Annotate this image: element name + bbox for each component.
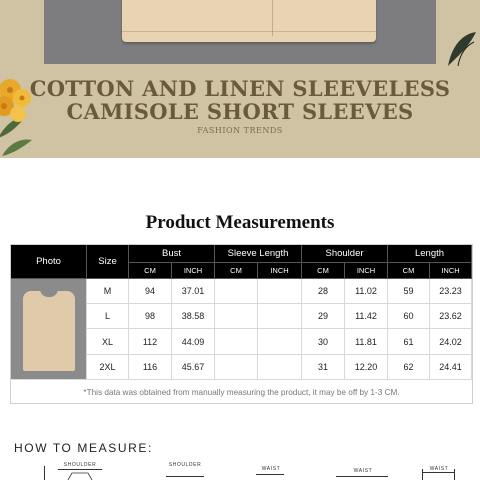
shoulder-cm-cell: 28: [302, 279, 345, 304]
measure-tick: [422, 469, 423, 480]
shoulder-cm-cell: 31: [302, 355, 345, 380]
sleeve-inch-cell: [258, 355, 302, 380]
measure-label-waist: WAIST: [261, 466, 281, 472]
shoulder-cm-cell: 29: [302, 304, 345, 329]
measure-tick: [44, 466, 45, 480]
size-table: [10, 244, 473, 404]
shoulder-cm-cell: 30: [302, 329, 345, 355]
banner-title-line2: CAMISOLE SHORT SLEEVES: [66, 99, 414, 124]
measure-label-shoulder: SHOULDER: [168, 462, 202, 468]
measure-label-shoulder: SHOULDER: [63, 462, 97, 468]
bust-cm-cell: 98: [129, 304, 172, 329]
size-cell: L: [87, 304, 129, 329]
header-photo: Photo: [11, 245, 87, 279]
measure-line: [256, 474, 284, 475]
length-inch-cell: 24.41: [430, 355, 472, 380]
sleeve-cm-cell: [215, 329, 258, 355]
bust-inch-cell: 37.01: [172, 279, 215, 304]
length-inch-cell: 23.23: [430, 279, 472, 304]
sleeve-inch-cell: [258, 279, 302, 304]
bust-inch-cell: 44.09: [172, 329, 215, 355]
header-sleeve-length: Sleeve Length: [215, 245, 302, 263]
measure-line: [336, 476, 388, 477]
product-photo: [11, 279, 87, 380]
shoulder-inch-cell: 11.42: [345, 304, 388, 329]
garment-outline-icon: [66, 471, 94, 480]
bust-cm-cell: 116: [129, 355, 172, 380]
shoulder-inch-cell: 12.20: [345, 355, 388, 380]
header-size: Size: [87, 245, 129, 279]
sleeve-cm-cell: [215, 355, 258, 380]
bust-cm-cell: 112: [129, 329, 172, 355]
length-cm-cell: 59: [388, 279, 430, 304]
length-inch-cell: 24.02: [430, 329, 472, 355]
unit-header: CM: [215, 263, 258, 279]
unit-header: CM: [129, 263, 172, 279]
measure-tick: [454, 469, 455, 480]
header-length: Length: [388, 245, 472, 263]
unit-header: INCH: [172, 263, 215, 279]
measurement-disclaimer: *This data was obtained from manually measuring the product, it may be off by 1-3 CM.: [83, 387, 400, 397]
bust-inch-cell: 38.58: [172, 304, 215, 329]
banner-title-line1: COTTON AND LINEN SLEEVELESS: [29, 76, 451, 101]
sleeve-cm-cell: [215, 279, 258, 304]
sleeve-cm-cell: [215, 304, 258, 329]
unit-header: INCH: [430, 263, 472, 279]
how-to-measure-title: HOW TO MEASURE:: [14, 441, 153, 455]
measure-label-waist: WAIST: [429, 466, 449, 472]
measurements-title: Product Measurements: [145, 212, 335, 233]
measure-line: [422, 472, 454, 473]
sleeve-inch-cell: [258, 329, 302, 355]
unit-header: CM: [302, 263, 345, 279]
bust-inch-cell: 45.67: [172, 355, 215, 380]
length-cm-cell: 61: [388, 329, 430, 355]
bust-cm-cell: 94: [129, 279, 172, 304]
unit-header: INCH: [258, 263, 302, 279]
shoulder-inch-cell: 11.81: [345, 329, 388, 355]
length-cm-cell: 60: [388, 304, 430, 329]
hero-banner: [0, 0, 480, 158]
size-cell: 2XL: [87, 355, 129, 380]
length-inch-cell: 23.62: [430, 304, 472, 329]
shoulder-inch-cell: 11.02: [345, 279, 388, 304]
size-cell: XL: [87, 329, 129, 355]
length-cm-cell: 62: [388, 355, 430, 380]
size-cell: M: [87, 279, 129, 304]
measure-label-waist: WAIST: [353, 468, 373, 474]
shirt-hem-image: [122, 0, 376, 42]
unit-header: CM: [388, 263, 430, 279]
header-bust: Bust: [129, 245, 215, 263]
measure-line: [58, 469, 102, 470]
banner-subtitle: FASHION TRENDS: [197, 126, 283, 135]
sleeve-inch-cell: [258, 304, 302, 329]
product-banner-photo: [44, 0, 436, 64]
measure-line: [166, 476, 204, 477]
unit-header: INCH: [345, 263, 388, 279]
header-shoulder: Shoulder: [302, 245, 388, 263]
leaf-decoration-icon: [438, 26, 478, 70]
